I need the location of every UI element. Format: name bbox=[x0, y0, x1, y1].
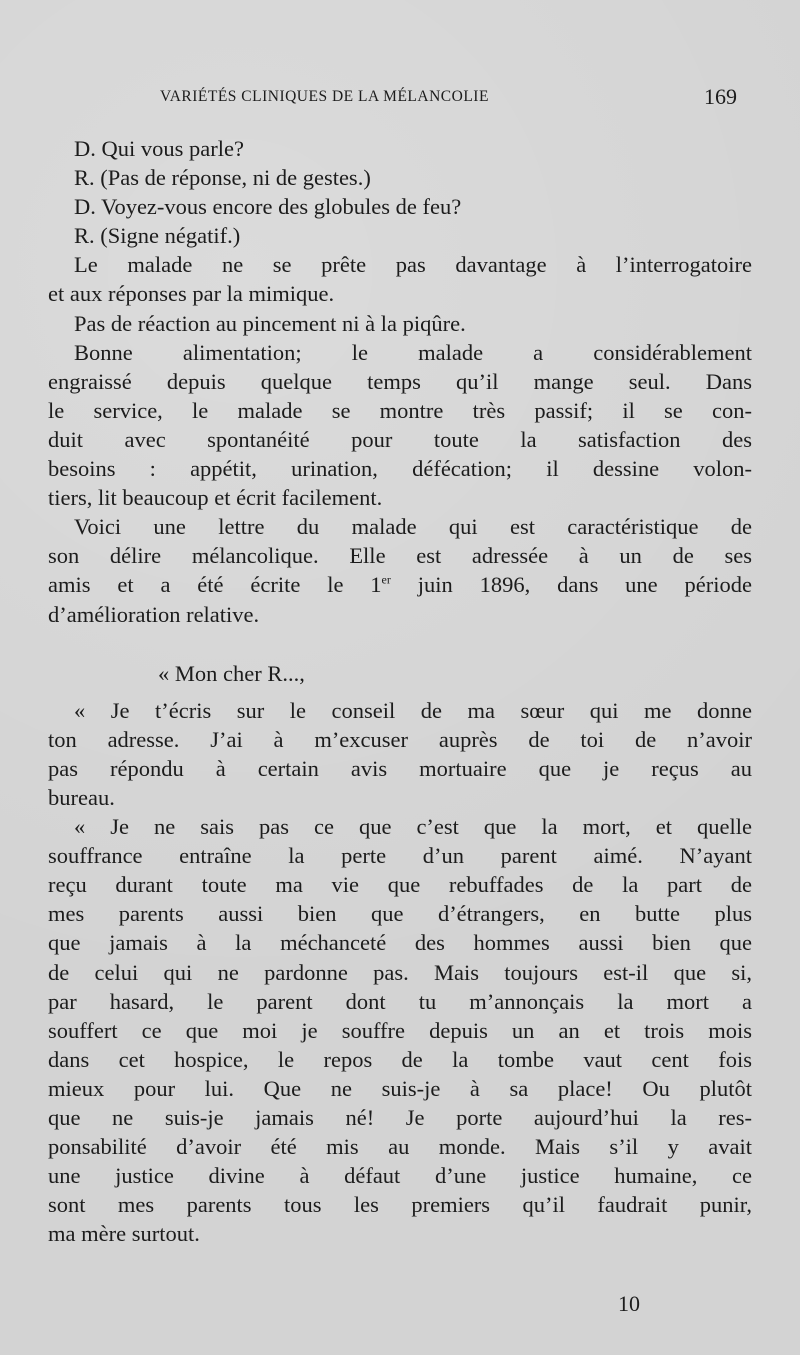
letter-salutation: « Mon cher R..., bbox=[158, 660, 305, 686]
text-line: engraissé depuis quelque temps qu’il mange seul. Dans bbox=[48, 368, 752, 394]
text-line: ton adresse. J’ai à m’excuser auprès de toi de n’avoir bbox=[48, 726, 752, 752]
text-line: R. (Pas de réponse, ni de gestes.) bbox=[74, 165, 371, 191]
text-line: bureau. bbox=[48, 784, 115, 810]
text-line: que ne suis-je jamais né! Je porte aujourd’hui la res- bbox=[48, 1105, 752, 1130]
text-line bbox=[48, 570, 752, 599]
text-line: ponsabilité d’avoir été mis au monde. Mais s’il y avait bbox=[48, 1134, 752, 1160]
signature-mark: 10 bbox=[618, 1291, 640, 1316]
text-line: Le malade ne se prête pas davantage à l’interrogatoire bbox=[74, 252, 752, 278]
text-line: D. Voyez-vous encore des globules de feu? bbox=[74, 194, 462, 220]
text-line: et aux réponses par la mimique. bbox=[48, 281, 335, 307]
page-body bbox=[48, 134, 752, 1248]
intro-text bbox=[48, 134, 752, 629]
text-line: mes parents aussi bien que d’étrangers, en butte plus bbox=[48, 901, 752, 927]
text-line: souffert ce que moi je souffre depuis un an et trois mois bbox=[48, 1017, 752, 1043]
text-line: par hasard, le parent dont tu m’annonçais la mort a bbox=[48, 988, 752, 1014]
text-line: une justice divine à défaut d’une justice humaine, ce bbox=[48, 1163, 752, 1189]
text-line: D. Qui vous parle? bbox=[74, 136, 244, 161]
text-line: le service, le malade se montre très passif; il se con- bbox=[48, 397, 752, 423]
text-line: reçu durant toute ma vie que rebuffades de la part de bbox=[48, 872, 752, 898]
text-line: Pas de réaction au pincement ni à la piqûre. bbox=[74, 310, 466, 336]
text-line: duit avec spontanéité pour toute la satisfaction des bbox=[48, 426, 752, 452]
text-line: « Je t’écris sur le conseil de ma sœur qui me donne bbox=[74, 697, 752, 723]
text-line: Voici une lettre du malade qui est caractéristique de bbox=[74, 514, 752, 540]
text-line: dans cet hospice, le repos de la tombe vaut cent fois bbox=[48, 1046, 752, 1072]
text-line: souffrance entraîne la perte d’un parent aimé. N’ayant bbox=[48, 843, 752, 869]
text-line: mieux pour lui. Que ne suis-je à sa place! Ou plutôt bbox=[48, 1075, 752, 1101]
ordinal-superscript: er bbox=[381, 572, 391, 587]
text-line: besoins : appétit, urination, défécation; il dessine volon- bbox=[48, 456, 752, 482]
paragraph-gap bbox=[48, 629, 752, 659]
text-line: d’amélioration relative. bbox=[48, 601, 260, 627]
letter-text bbox=[48, 696, 752, 1249]
text-line: Bonne alimentation; le malade a considérablement bbox=[74, 339, 752, 365]
text-line: « Je ne sais pas ce que c’est que la mort, et quelle bbox=[74, 814, 752, 840]
text-line: que jamais à la méchanceté des hommes aussi bien que bbox=[48, 930, 752, 956]
running-head: VARIÉTÉS CLINIQUES DE LA MÉLANCOLIE bbox=[160, 88, 489, 105]
text-line: pas répondu à certain avis mortuaire que je reçus au bbox=[48, 755, 752, 781]
text-line: R. (Signe négatif.) bbox=[74, 223, 241, 249]
text-line: ma mère surtout. bbox=[48, 1221, 200, 1247]
text-line-part: amis et a été écrite le 1 bbox=[48, 572, 382, 598]
page-number: 169 bbox=[704, 84, 737, 109]
text-line: tiers, lit beaucoup et écrit facilement. bbox=[48, 485, 383, 511]
salutation-gap bbox=[48, 688, 752, 696]
text-line: sont mes parents tous les premiers qu’il faudrait punir, bbox=[48, 1192, 752, 1218]
text-line-part: juin 1896, dans une période bbox=[390, 572, 752, 598]
text-line: son délire mélancolique. Elle est adressée à un de ses bbox=[48, 543, 752, 569]
text-line: de celui qui ne pardonne pas. Mais toujours est-il que si, bbox=[48, 959, 752, 985]
